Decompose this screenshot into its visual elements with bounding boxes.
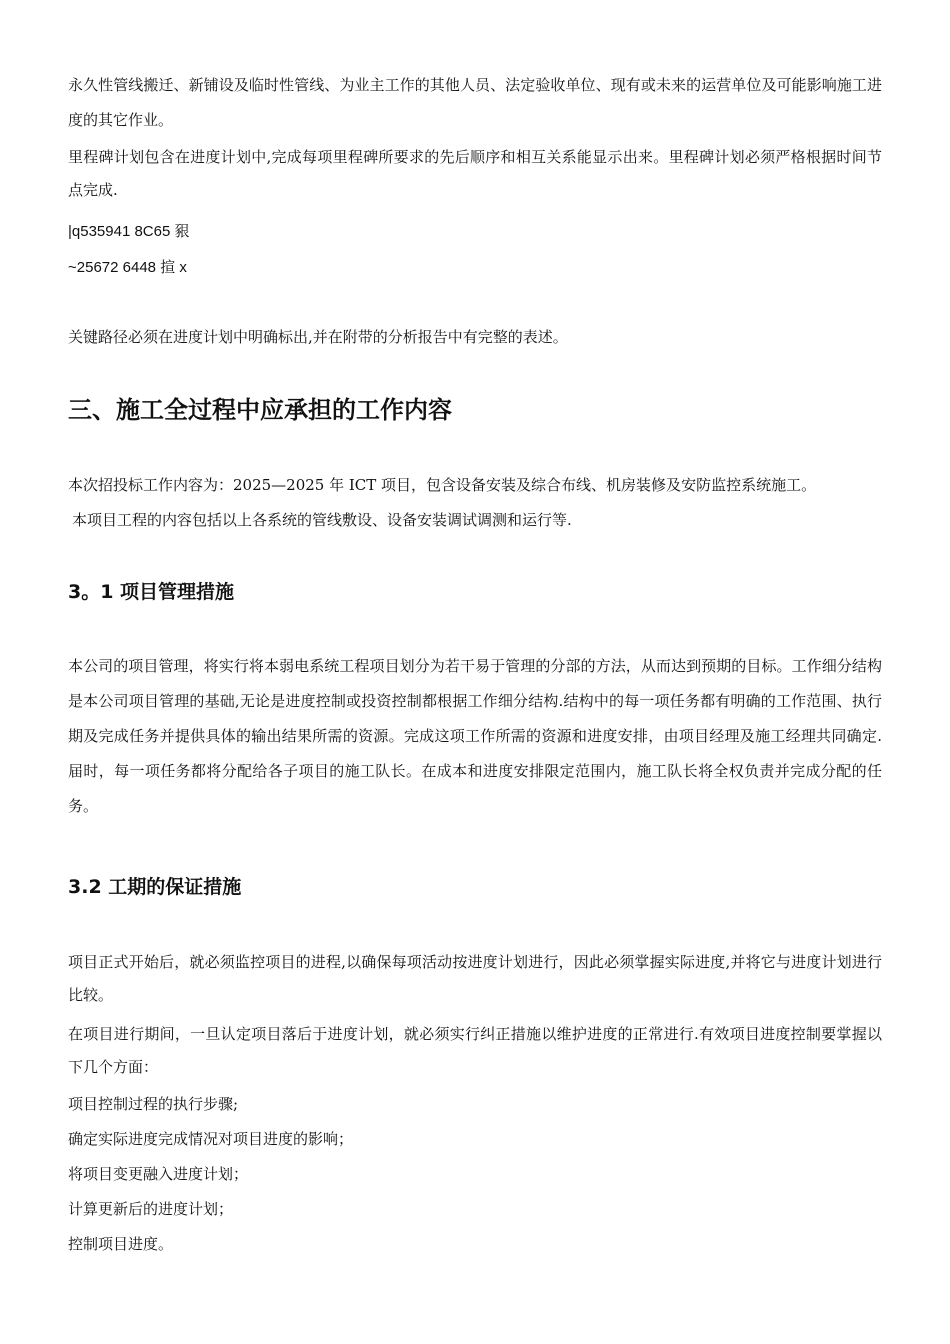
list-item: 项目控制过程的执行步骤;: [68, 1095, 239, 1113]
list-item: 计算更新后的进度计划；: [68, 1200, 234, 1218]
section-3-2-title: 3.2 工期的保证措施: [68, 876, 242, 898]
section-3-2-paragraph-2: 在项目进行期间，一旦认定项目落后于进度计划，就必须实行纠正措施以维护进度的正常进行.有效项目进度控制要掌握以下几个方面：: [68, 1025, 882, 1076]
section-3-2-paragraph-1: 项目正式开始后，就必须监控项目的进程,以确保每项活动按进度计划进行，因此必须掌握实际进度,并将它与进度计划进行比较。: [68, 953, 882, 1004]
intro-paragraph-2: 里程碑计划包含在进度计划中,完成每项里程碑所要求的先后顺序和相互关系能显示出来。里程碑计划必须严格根据时间节点完成.: [68, 148, 882, 199]
section-3-paragraph-1: 本次招投标工作内容为：2025—2025 年 ICT 项目，包含设备安装及综合布线、机房装修及安防监控系统施工。: [68, 476, 817, 494]
section-3-1-paragraph: 本公司的项目管理，将实行将本弱电系统工程项目划分为若干易于管理的分部的方法，从而达到预期的目标。工作细分结构是本公司项目管理的基础,无论是进度控制或投资控制都根据工作细分结构.结构中的每一项任务都有明确的工作范围、执行期及完成任务并提供具体的输出结果所需的资源。完成这项工作所需的资源和进度安排，由项目经理及施工经理共同确定.届时，每一项任务都将分配给各子项目的施工队长。在成本和进度安排限定范围内，施工队长将全权负责并完成分配的任务。: [68, 657, 882, 815]
section-3-paragraph-2: 本项目工程的内容包括以上各系统的管线敷设、设备安装调试调测和运行等.: [72, 511, 572, 529]
intro-paragraph-1: 永久性管线搬迁、新铺设及临时性管线、为业主工作的其他人员、法定验收单位、现有或未来的运营单位及可能影响施工进度的其它作业。: [68, 76, 882, 129]
list-item: 确定实际进度完成情况对项目进度的影响；: [68, 1130, 354, 1148]
section-3-title: 三、施工全过程中应承担的工作内容: [68, 396, 452, 424]
intro-code-line-2: ~25672 6448 揎 x: [68, 259, 187, 276]
list-item: 控制项目进度。: [68, 1235, 174, 1253]
section-3-1-title: 3。1 项目管理措施: [68, 581, 235, 603]
intro-code-line-1: |q535941 8C65 豤: [68, 223, 190, 240]
intro-paragraph-3: 关键路径必须在进度计划中明确标出,并在附带的分析报告中有完整的表述。: [68, 328, 568, 346]
list-item: 将项目变更融入进度计划；: [68, 1165, 249, 1183]
